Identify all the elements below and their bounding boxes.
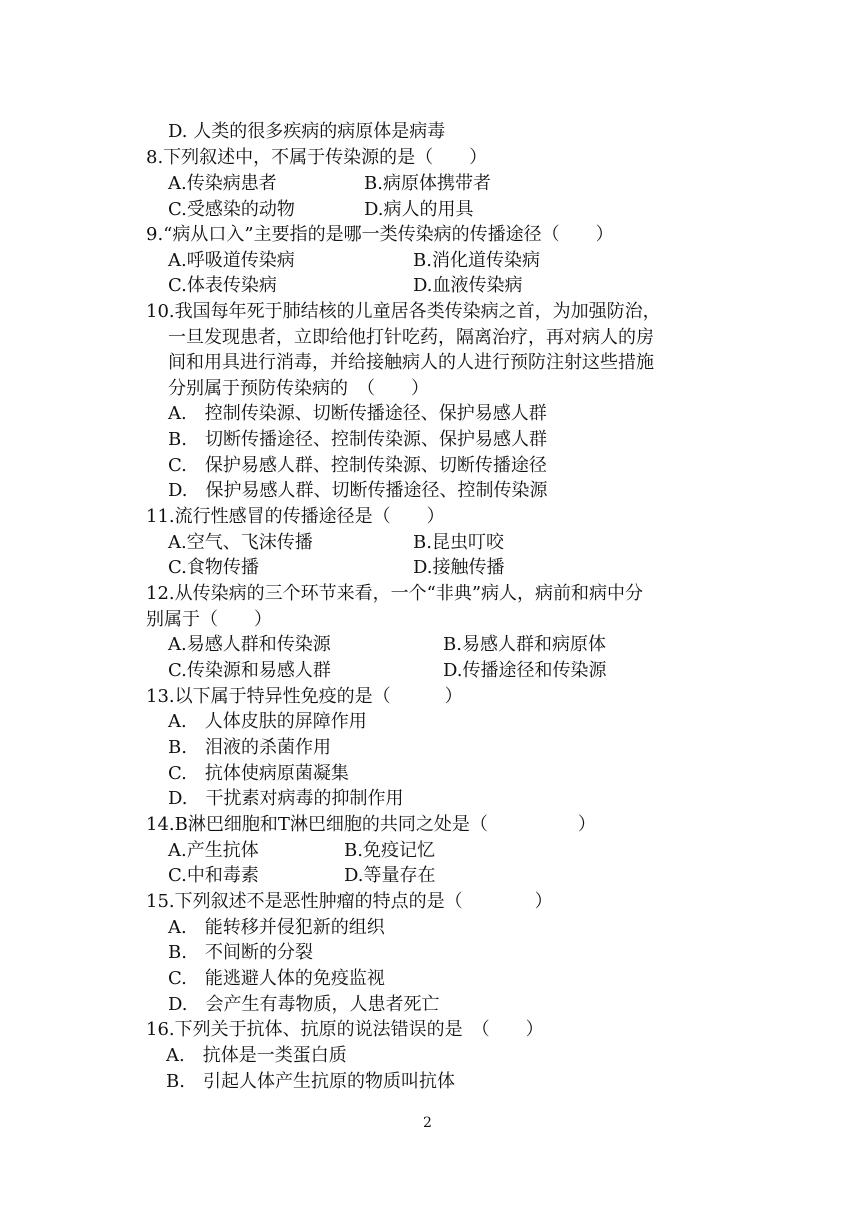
q13-option-b: B. 泪液的杀菌作用 <box>168 737 331 758</box>
q8-option-b: B.病原体携带者 <box>364 173 491 194</box>
q9-option-a: A.呼吸道传染病 <box>168 250 295 271</box>
q14-option-a: A.产生抗体 <box>168 840 259 861</box>
q12-stem-line1: 12.从传染病的三个环节来看，一个“非典”病人，病前和病中分 <box>146 583 644 604</box>
q8-option-c: C.受感染的动物 <box>168 199 295 220</box>
q12-stem-line2: 别属于（ ） <box>146 609 272 630</box>
q10-stem-line2: 一旦发现患者，立即给他打针吃药，隔离治疗，再对病人的房 <box>168 327 654 348</box>
q13-stem: 13.以下属于特异性免疫的是（ ） <box>146 686 463 707</box>
q14-stem: 14.B淋巴细胞和T淋巴细胞的共同之处是（ ） <box>146 814 596 835</box>
q11-option-b: B.昆虫叮咬 <box>413 532 504 553</box>
q9-option-c: C.体表传染病 <box>168 275 277 296</box>
q8-stem: 8.下列叙述中，不属于传染源的是（ ） <box>146 147 488 168</box>
q11-option-d: D.接触传播 <box>413 557 505 578</box>
q10-option-a: A. 控制传染源、切断传播途径、保护易感人群 <box>168 403 547 424</box>
q15-option-a: A. 能转移并侵犯新的组织 <box>168 917 385 938</box>
q10-option-d: D. 保护易感人群、切断传播途径、控制传染源 <box>168 480 548 501</box>
q16-stem: 16.下列关于抗体、抗原的说法错误的是 （ ） <box>146 1019 544 1040</box>
q11-stem: 11.流行性感冒的传播途径是（ ） <box>146 506 445 527</box>
q10-option-c: C. 保护易感人群、控制传染源、切断传播途径 <box>168 455 547 476</box>
q10-stem-line4: 分别属于预防传染病的 （ ） <box>168 378 429 399</box>
q15-option-c: C. 能逃避人体的免疫监视 <box>168 968 385 989</box>
page-number: 2 <box>423 1115 432 1131</box>
q15-stem: 15.下列叙述不是恶性肿瘤的特点的是（ ） <box>146 891 553 912</box>
q14-option-d: D.等量存在 <box>344 865 436 886</box>
q9-option-b: B.消化道传染病 <box>413 250 540 271</box>
q8-option-d: D.病人的用具 <box>364 199 474 220</box>
q12-option-a: A.易感人群和传染源 <box>168 634 331 655</box>
q11-option-a: A.空气、飞沫传播 <box>168 532 313 553</box>
q12-option-d: D.传播途径和传染源 <box>443 660 607 681</box>
q14-option-b: B.免疫记忆 <box>344 840 435 861</box>
q11-option-c: C.食物传播 <box>168 557 259 578</box>
q8-option-a: A.传染病患者 <box>168 173 277 194</box>
q12-option-b: B.易感人群和病原体 <box>443 634 606 655</box>
q13-option-d: D. 干扰素对病毒的抑制作用 <box>168 788 404 809</box>
q16-option-b: B. 引起人体产生抗原的物质叫抗体 <box>166 1071 455 1092</box>
q15-option-b: B. 不间断的分裂 <box>168 942 313 963</box>
q7-option-d: D. 人类的很多疾病的病原体是病毒 <box>168 121 446 142</box>
q9-option-d: D.血液传染病 <box>413 275 523 296</box>
q14-option-c: C.中和毒素 <box>168 865 259 886</box>
q16-option-a: A. 抗体是一类蛋白质 <box>166 1045 347 1066</box>
q10-stem-line3: 间和用具进行消毒，并给接触病人的人进行预防注射这些措施 <box>168 352 654 373</box>
q15-option-d: D. 会产生有毒物质，人患者死亡 <box>168 994 440 1015</box>
q9-stem: 9.“病从口入”主要指的是哪一类传染病的传播途径（ ） <box>146 224 614 245</box>
q10-option-b: B. 切断传播途径、控制传染源、保护易感人群 <box>168 429 547 450</box>
q10-stem-line1: 10.我国每年死于肺结核的儿童居各类传染病之首，为加强防治， <box>146 301 661 322</box>
q12-option-c: C.传染源和易感人群 <box>168 660 331 681</box>
q13-option-a: A. 人体皮肤的屏障作用 <box>168 711 367 732</box>
q13-option-c: C. 抗体使病原菌凝集 <box>168 763 349 784</box>
